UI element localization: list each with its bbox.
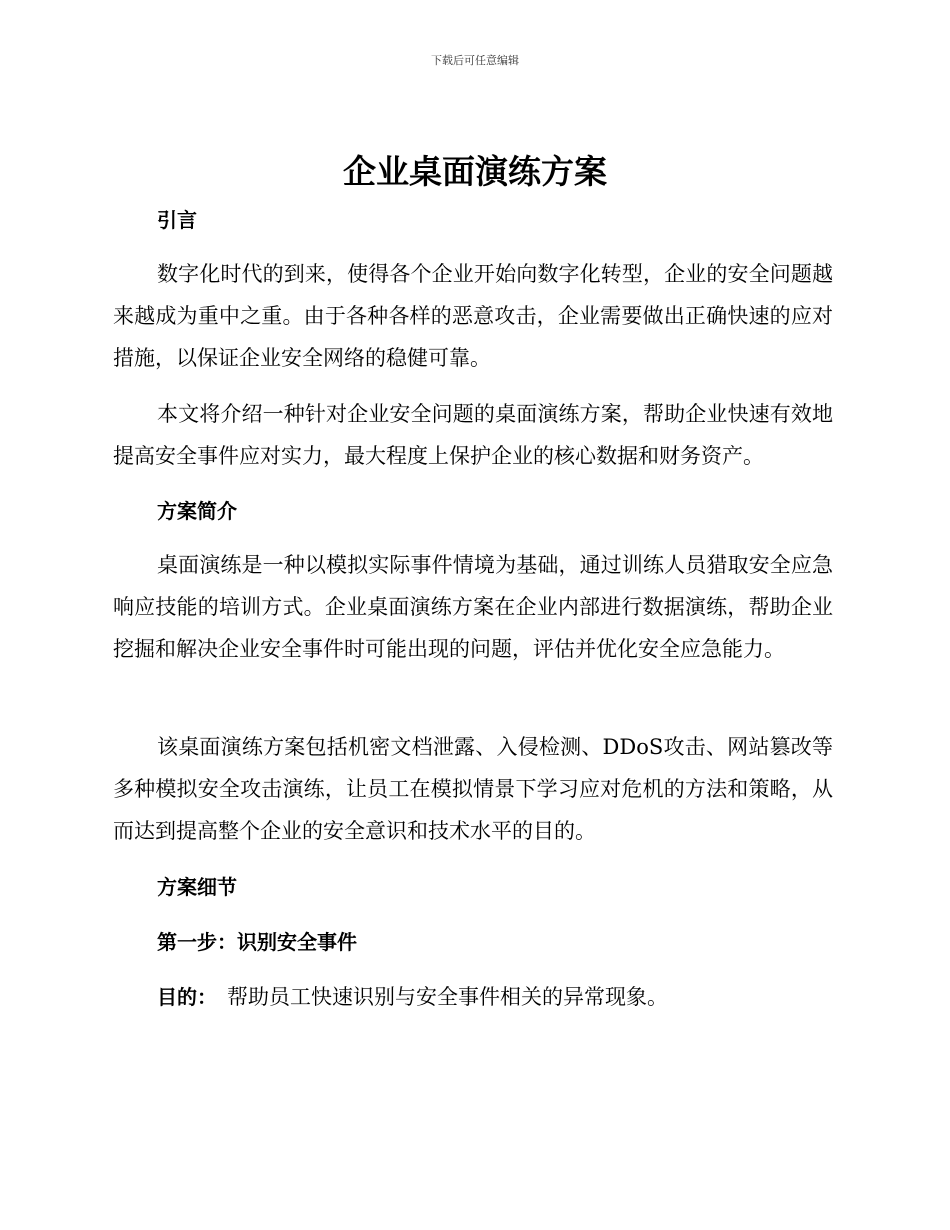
- purpose-text: 帮助员工快速识别与安全事件相关的异常现象。: [227, 985, 668, 1009]
- section-heading-overview: 方案简介: [157, 499, 237, 523]
- step-heading-1: 第一步：识别安全事件: [157, 930, 357, 954]
- purpose-label: 目的：: [157, 985, 217, 1009]
- paragraph-intro-1: 数字化时代的到来，使得各个企业开始向数字化转型，企业的安全问题越来越成为重中之重。由于各种各样的恶意攻击，企业需要做出正确快速的应对措施，以保证企业安全网络的稳健可靠。: [113, 262, 833, 370]
- section-heading-intro: 引言: [157, 208, 197, 232]
- purpose-line: [157, 982, 668, 1012]
- header-note: 下载后可任意编辑: [431, 54, 519, 67]
- paragraph-intro-2: 本文将介绍一种针对企业安全问题的桌面演练方案，帮助企业快速有效地提高安全事件应对实力，最大程度上保护企业的核心数据和财务资产。: [113, 402, 833, 468]
- section-heading-details: 方案细节: [157, 875, 237, 899]
- document-title: 企业桌面演练方案: [343, 152, 607, 191]
- paragraph-overview-2: 该桌面演练方案包括机密文档泄露、入侵检测、DDoS攻击、网站篡改等多种模拟安全攻击演练，让员工在模拟情景下学习应对危机的方法和策略，从而达到提高整个企业的安全意识和技术水平的目的。: [113, 735, 833, 843]
- paragraph-overview-1: 桌面演练是一种以模拟实际事件情境为基础，通过训练人员猎取安全应急响应技能的培训方式。企业桌面演练方案在企业内部进行数据演练，帮助企业挖掘和解决企业安全事件时可能出现的问题，评估并优化安全应急能力。: [113, 553, 833, 661]
